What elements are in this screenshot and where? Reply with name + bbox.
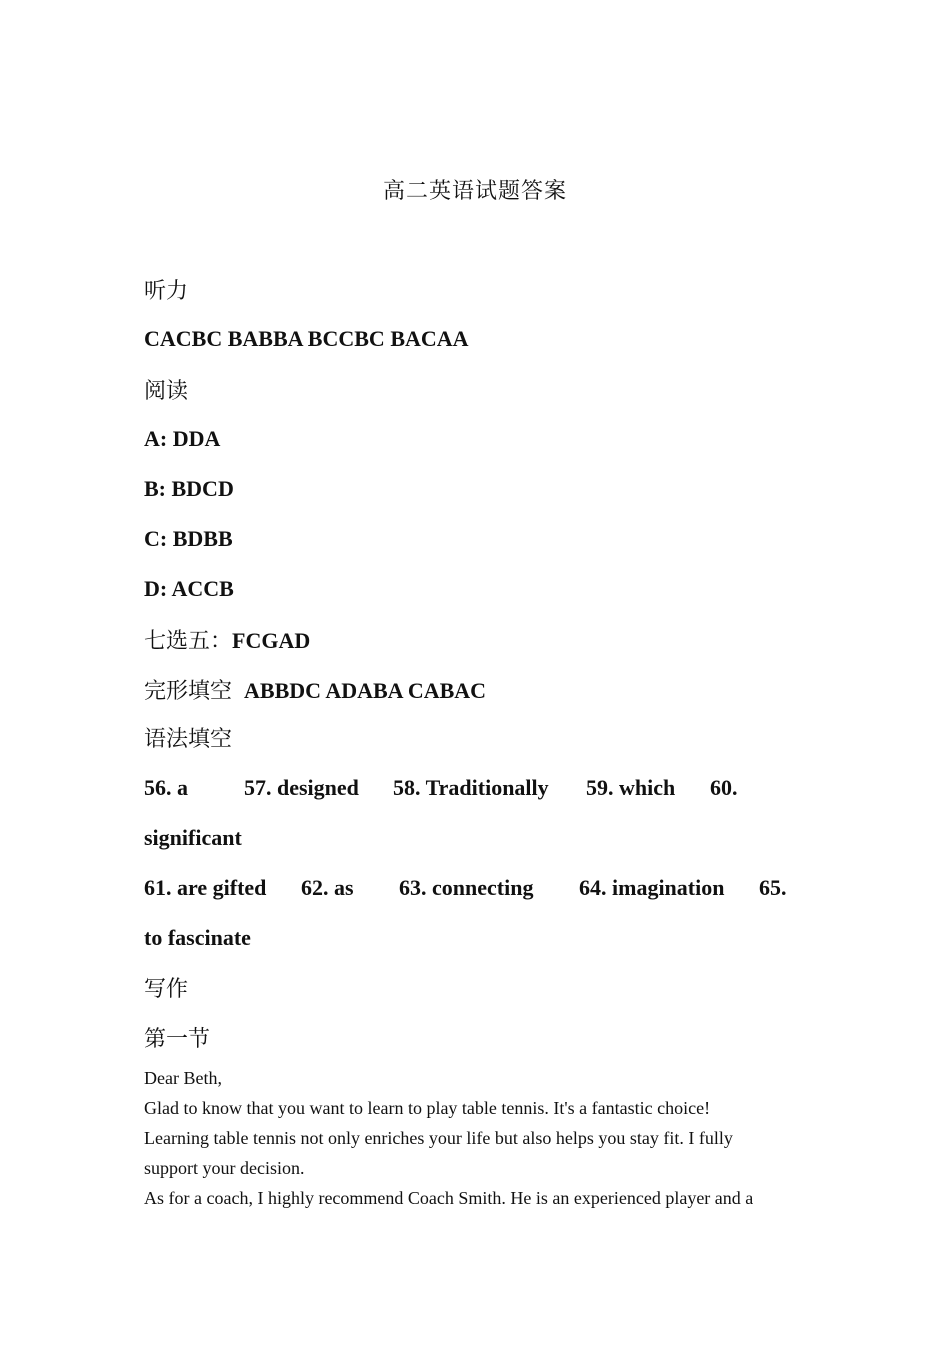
- grammar-row-2: [144, 875, 794, 905]
- grammar-answer-59: 59. which: [586, 775, 676, 800]
- grammar-answer-56: 56. a: [144, 775, 188, 800]
- page-title: 高二英语试题答案: [382, 179, 567, 204]
- writing-label: 写作: [144, 977, 189, 1002]
- reading-part-b: B: BDCD: [144, 476, 234, 501]
- listening-label: 听力: [144, 279, 189, 304]
- grammar-answer-65-number: 65.: [759, 875, 787, 900]
- writing-section-label: 第一节: [144, 1027, 211, 1052]
- sample-letter: [144, 1063, 804, 1213]
- grammar-answer-60-number: 60.: [710, 775, 738, 800]
- seven-choose-five-line: [144, 624, 310, 655]
- grammar-row-1: [144, 775, 794, 805]
- letter-paragraph-1: Glad to know that you want to learn to play table tennis. It's a fantastic choice!: [144, 1098, 711, 1118]
- cloze-line: [144, 674, 486, 705]
- seven-choose-five-label: 七选五：: [144, 629, 233, 654]
- grammar-answer-61: 61. are gifted: [144, 875, 267, 900]
- grammar-label: 语法填空: [144, 727, 233, 752]
- listening-answers: CACBC BABBA BCCBC BACAA: [144, 326, 469, 351]
- seven-choose-five-answers: FCGAD: [232, 628, 311, 653]
- grammar-answer-63: 63. connecting: [399, 875, 534, 900]
- reading-part-a: A: DDA: [144, 426, 221, 451]
- grammar-answer-57: 57. designed: [244, 775, 359, 800]
- letter-greeting: Dear Beth,: [144, 1068, 222, 1088]
- grammar-answer-60: significant: [144, 825, 242, 850]
- letter-paragraph-3: As for a coach, I highly recommend Coach Smith. He is an experienced player and a: [144, 1188, 754, 1208]
- reading-part-c: C: BDBB: [144, 526, 233, 551]
- reading-part-d: D: ACCB: [144, 576, 234, 601]
- cloze-label: 完形填空: [144, 679, 233, 704]
- grammar-answer-62: 62. as: [301, 875, 354, 900]
- cloze-answers: ABBDC ADABA CABAC: [244, 678, 487, 703]
- letter-paragraph-2: Learning table tennis not only enriches your life but also helps you stay fit. I fully support your decision.: [144, 1128, 733, 1178]
- reading-label: 阅读: [144, 379, 189, 404]
- grammar-answer-65: to fascinate: [144, 925, 251, 950]
- grammar-answer-58: 58. Traditionally: [393, 775, 549, 800]
- grammar-answer-64: 64. imagination: [579, 875, 725, 900]
